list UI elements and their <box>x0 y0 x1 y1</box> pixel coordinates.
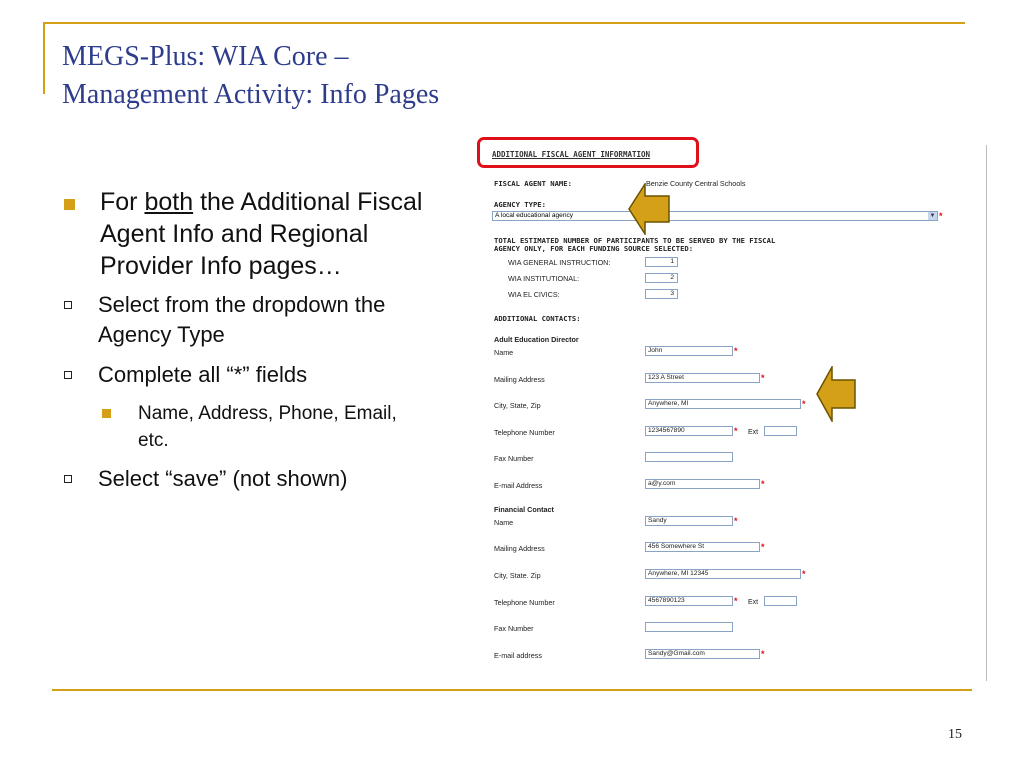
financial-phone-label: Telephone Number <box>494 598 555 607</box>
required-mark: * <box>734 516 738 526</box>
director-fax-label: Fax Number <box>494 454 534 463</box>
sub-bullet-2-text: Complete all “*” fields <box>98 362 308 387</box>
financial-fax-label: Fax Number <box>494 624 534 633</box>
participants-label-1: TOTAL ESTIMATED NUMBER OF PARTICIPANTS TO BE SERVED BY THE FISCAL <box>494 236 776 245</box>
director-name-input[interactable]: John <box>645 346 733 356</box>
required-mark: * <box>734 346 738 356</box>
panel-right-border <box>986 145 987 681</box>
participants-label-2: AGENCY ONLY, FOR EACH FUNDING SOURCE SELECTED: <box>494 244 694 253</box>
sub-bullet-3-text: Select “save” (not shown) <box>98 466 348 491</box>
additional-contacts-label: ADDITIONAL CONTACTS: <box>494 314 581 323</box>
bottom-rule <box>52 689 972 691</box>
title-line-1: MEGS-Plus: WIA Core – <box>62 41 349 72</box>
hollow-square-bullet-icon <box>64 371 72 379</box>
hollow-square-bullet-icon <box>64 475 72 483</box>
financial-name-input[interactable]: Sandy <box>645 516 733 526</box>
agency-type-required: * <box>939 211 943 221</box>
required-mark: * <box>802 569 806 579</box>
director-city-input[interactable]: Anywhere, MI <box>645 399 801 409</box>
director-phone-input[interactable]: 1234567890 <box>645 426 733 436</box>
director-name-label: Name <box>494 348 514 357</box>
required-mark: * <box>734 596 738 606</box>
director-ext-input[interactable] <box>764 426 797 436</box>
square-bullet-icon <box>64 199 75 210</box>
financial-fax-input[interactable] <box>645 622 733 632</box>
left-arrow-icon <box>628 183 670 235</box>
bullet-list <box>62 186 432 504</box>
wia-el-civics-input[interactable]: 3 <box>645 289 678 299</box>
director-email-input[interactable]: a@y.com <box>645 479 760 489</box>
sub-bullet-1 <box>62 290 432 350</box>
square-bullet-icon <box>102 409 111 418</box>
director-address-label: Mailing Address <box>494 375 545 384</box>
financial-email-label: E-mail address <box>494 651 542 660</box>
page-number: 15 <box>948 727 962 742</box>
wia-institutional-input[interactable]: 2 <box>645 273 678 283</box>
agency-type-label: AGENCY TYPE: <box>494 200 546 209</box>
fiscal-agent-label: FISCAL AGENT NAME: <box>494 179 572 188</box>
financial-email-input[interactable]: Sandy@Gmail.com <box>645 649 760 659</box>
sub-bullet-2 <box>62 360 432 390</box>
wia-el-civics-label: WIA EL CIVICS: <box>508 290 560 299</box>
wia-general-input[interactable]: 1 <box>645 257 678 267</box>
financial-address-label: Mailing Address <box>494 544 545 553</box>
main-bullet <box>62 186 432 282</box>
sub-bullet-1-text: Select from the dropdown the Agency Type <box>98 292 386 347</box>
required-mark: * <box>802 399 806 409</box>
main-bullet-after: the Additional Fiscal Agent Info and Regional Provider Info pages… <box>100 188 423 280</box>
required-mark: * <box>761 373 765 383</box>
title-line-2: Management Activity: Info Pages <box>62 79 440 110</box>
sub-bullet-3 <box>62 464 432 494</box>
director-email-label: E-mail Address <box>494 481 543 490</box>
hollow-square-bullet-icon <box>64 301 72 309</box>
chevron-down-icon[interactable]: ▼ <box>929 213 936 219</box>
agency-type-select[interactable] <box>492 211 938 221</box>
required-mark: * <box>734 426 738 436</box>
director-city-label: City, State, Zip <box>494 401 541 410</box>
main-bullet-before: For <box>100 188 145 216</box>
form-header: ADDITIONAL FISCAL AGENT INFORMATION <box>492 150 651 159</box>
fiscal-agent-value: Benzie County Central Schools <box>646 179 746 188</box>
financial-city-input[interactable]: Anywhere, MI 12345 <box>645 569 801 579</box>
wia-general-label: WIA GENERAL INSTRUCTION: <box>508 258 611 267</box>
financial-city-label: City, State. Zip <box>494 571 541 580</box>
director-fax-input[interactable] <box>645 452 733 462</box>
sub-bullet-2-detail-text: Name, Address, Phone, Email, etc. <box>138 403 397 451</box>
wia-institutional-label: WIA INSTITUTIONAL: <box>508 274 580 283</box>
financial-ext-label: Ext <box>748 599 759 606</box>
slide-title <box>62 38 439 114</box>
director-ext-label: Ext <box>748 429 759 436</box>
director-address-input[interactable]: 123 A Street <box>645 373 760 383</box>
sub-bullet-2-detail <box>98 400 432 454</box>
financial-name-label: Name <box>494 518 514 527</box>
left-arrow-icon <box>816 366 856 422</box>
financial-section-label: Financial Contact <box>494 505 554 514</box>
director-section-label: Adult Education Director <box>494 335 579 344</box>
required-mark: * <box>761 649 765 659</box>
main-bullet-underlined: both <box>144 188 194 216</box>
top-rule <box>43 22 965 24</box>
agency-type-value: A local educational agency <box>495 212 574 219</box>
required-mark: * <box>761 542 765 552</box>
financial-phone-input[interactable]: 4567890123 <box>645 596 733 606</box>
required-mark: * <box>761 479 765 489</box>
financial-address-input[interactable]: 456 Somewhere St <box>645 542 760 552</box>
left-rule <box>43 22 45 94</box>
director-phone-label: Telephone Number <box>494 428 555 437</box>
financial-ext-input[interactable] <box>764 596 797 606</box>
